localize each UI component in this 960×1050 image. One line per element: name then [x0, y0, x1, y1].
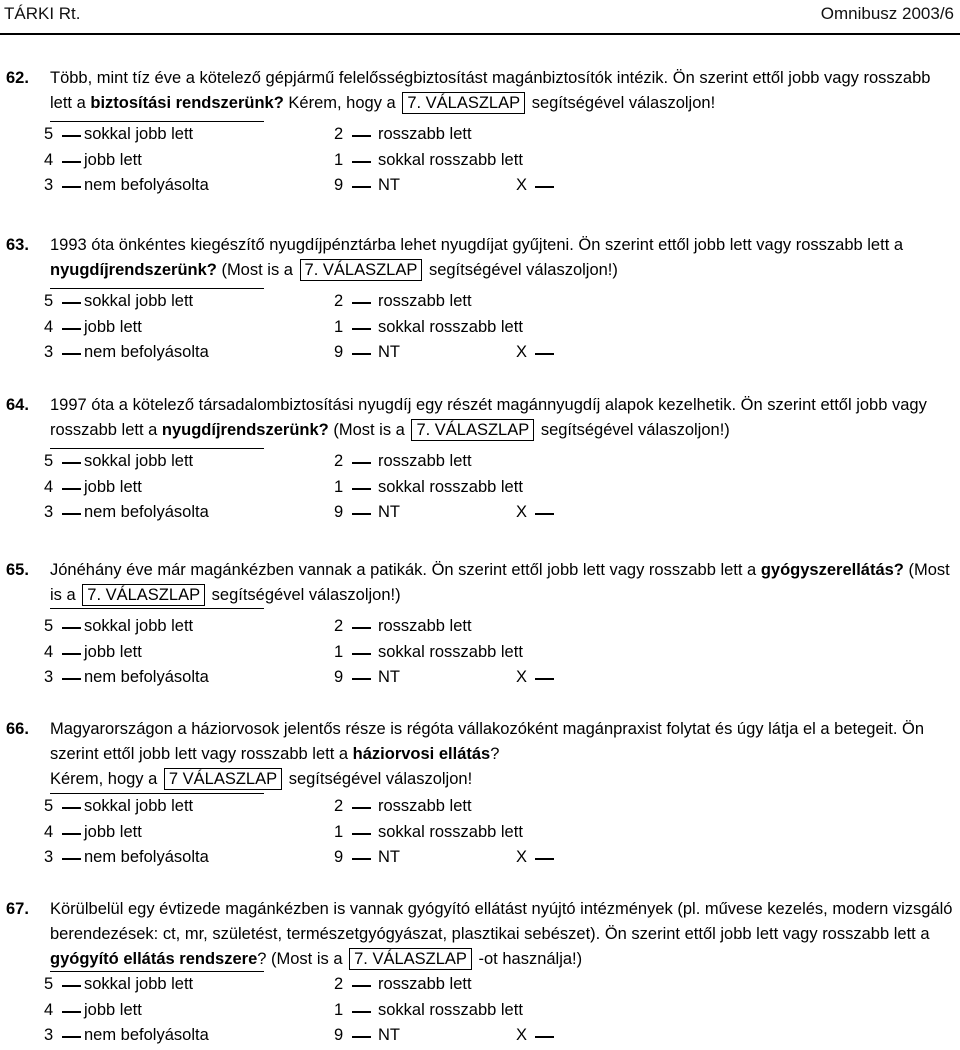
answer-label: sokkal jobb lett — [84, 292, 194, 310]
question-text-run: Több, mint tíz éve a kötelező gépjármű felelősségbiztosítást magánbiztosítók intézik. Ön szerint ettől jobb vagy rosszabb lett a — [50, 69, 931, 112]
question-underline — [50, 971, 264, 972]
answer-dash — [62, 1036, 81, 1038]
answer-dash — [535, 353, 554, 355]
answer-label: NT — [378, 1026, 400, 1044]
answer-code: 2 — [334, 797, 344, 815]
answer-code: 3 — [44, 848, 54, 866]
answer-code: 2 — [334, 617, 344, 635]
answer-label: sokkal rosszabb lett — [378, 477, 523, 496]
question-topic: biztosítási rendszerünk? — [90, 94, 284, 112]
answer-dash — [62, 186, 81, 188]
answer-dash — [535, 513, 554, 515]
answer-code: 4 — [44, 1000, 54, 1019]
answer-dash — [62, 807, 81, 809]
answer-label: sokkal rosszabb lett — [378, 317, 523, 336]
answer-code: 3 — [44, 503, 54, 521]
answer-code: 9 — [334, 503, 344, 521]
answer-code: 4 — [44, 642, 54, 661]
question-text-run: Kérem, hogy a — [50, 770, 162, 788]
question-underline — [50, 288, 264, 289]
answer-label: NT — [378, 668, 400, 686]
answer-dash — [62, 302, 81, 304]
answer-dash — [62, 653, 81, 655]
question-text-run: (Most is a — [216, 261, 298, 279]
answer-label: jobb lett — [84, 1000, 142, 1019]
answer-dash — [352, 462, 371, 464]
question-text-run: segítségével válaszoljon! — [284, 770, 473, 788]
answer-label: sokkal jobb lett — [84, 975, 194, 993]
question-underline — [50, 608, 264, 609]
answer-label: rosszabb lett — [378, 975, 472, 993]
answer-dash — [352, 302, 371, 304]
answer-code: 5 — [44, 292, 54, 310]
answer-code: 3 — [44, 343, 54, 361]
answer-dash — [62, 328, 81, 330]
question-text-run: segítségével válaszoljon!) — [536, 421, 730, 439]
answer-card-ref: 7 VÁLASZLAP — [164, 768, 282, 790]
question-underline — [50, 121, 264, 122]
question-underline — [50, 793, 264, 794]
header-survey: Omnibusz 2003/6 — [820, 4, 954, 23]
question-text — [6, 66, 955, 116]
answer-label: rosszabb lett — [378, 125, 472, 143]
question-topic: gyógyító ellátás rendszere — [50, 950, 258, 968]
answer-card-ref: 7. VÁLASZLAP — [411, 419, 534, 441]
question-underline — [50, 448, 264, 449]
answer-code: 3 — [44, 668, 54, 686]
answer-dash — [352, 161, 371, 163]
answer-label: rosszabb lett — [378, 617, 472, 635]
question-number: 63. — [6, 236, 29, 254]
question-topic: nyugdíjrendszerünk? — [50, 261, 217, 279]
answer-label: jobb lett — [84, 642, 142, 661]
answer-code: 9 — [334, 848, 344, 866]
answer-code: 1 — [334, 642, 344, 661]
answer-label: jobb lett — [84, 477, 142, 496]
answer-code: 5 — [44, 452, 54, 470]
question-text-run: (Most is a — [50, 561, 950, 604]
question-topic: háziorvosi ellátás — [352, 745, 491, 763]
answer-code: 3 — [44, 1026, 54, 1044]
answer-code: 2 — [334, 452, 344, 470]
answer-label: rosszabb lett — [378, 452, 472, 470]
answer-dash — [352, 186, 371, 188]
answer-dash — [352, 627, 371, 629]
question-text-run: Körülbelül egy évtizede magánkézben is vannak gyógyító ellátást nyújtó intézmények (pl. művese kezelés, modern vizsgáló berendezések: ct, mr, születést, természetgyógyászat, plasztikai sebészet). Ön szerint ettől jobb lett vagy rosszabb lett a — [50, 900, 953, 943]
answer-label: sokkal rosszabb lett — [378, 1000, 523, 1019]
question-text-run: Magyarországon a háziorvosok jelentős része is régóta vállakozóként magánpraxist folytat és úgy látja el a betegeit. Ön szerint ettől jobb lett vagy rosszabb lett a — [50, 720, 925, 763]
answer-code: 1 — [334, 317, 344, 336]
question-topic: nyugdíjrendszerünk? — [161, 421, 329, 439]
question-text-run: Jónéhány éve már magánkézben vannak a patikák. Ön szerint ettől jobb lett vagy rosszabb lett a — [50, 561, 761, 579]
answer-code: 2 — [334, 125, 344, 143]
answer-code: 3 — [44, 176, 54, 194]
header-org: TÁRKI Rt. — [4, 4, 81, 23]
header-divider — [0, 33, 960, 35]
answer-label: nem befolyásolta — [84, 1026, 209, 1044]
question-text-run: Kérem, hogy a — [283, 94, 401, 112]
answer-card-ref: 7. VÁLASZLAP — [300, 259, 423, 281]
question-text-run: segítségével válaszoljon!) — [207, 586, 401, 604]
answer-card-ref: 7. VÁLASZLAP — [402, 92, 525, 114]
question-text-run: ? — [490, 745, 500, 763]
answer-label: nem befolyásolta — [84, 848, 209, 866]
question-number: 62. — [6, 69, 29, 87]
answer-code: X — [516, 503, 528, 521]
question-text-run: ? (Most is a — [257, 950, 348, 968]
answer-code: X — [516, 176, 528, 194]
answer-label: rosszabb lett — [378, 292, 472, 310]
question-text-run: 1997 óta a kötelező társadalombiztosítási nyugdíj egy részét magánnyugdíj alapok kezelhetik. Ön szerint ettől jobb vagy rosszabb lett a — [50, 396, 927, 439]
answer-label: sokkal rosszabb lett — [378, 642, 523, 661]
answer-dash — [352, 1036, 371, 1038]
answer-label: nem befolyásolta — [84, 503, 209, 521]
answer-dash — [62, 678, 81, 680]
answer-label: nem befolyásolta — [84, 176, 209, 194]
answer-label: jobb lett — [84, 150, 142, 169]
answer-code: 1 — [334, 822, 344, 841]
answer-dash — [352, 807, 371, 809]
answer-dash — [62, 161, 81, 163]
answer-code: 4 — [44, 477, 54, 496]
answer-dash — [535, 1036, 554, 1038]
question-topic: gyógyszerellátás? — [760, 561, 904, 579]
answer-code: 2 — [334, 975, 344, 993]
answer-dash — [62, 858, 81, 860]
question-text — [6, 897, 955, 972]
answer-code: 5 — [44, 797, 54, 815]
answer-code: 5 — [44, 125, 54, 143]
question-text-run: segítségével válaszoljon! — [527, 94, 716, 112]
answer-dash — [352, 513, 371, 515]
answer-code: 1 — [334, 477, 344, 496]
answer-dash — [62, 985, 81, 987]
question-text-run: -ot használja!) — [473, 950, 583, 968]
answer-code: 4 — [44, 150, 54, 169]
answer-label: NT — [378, 176, 400, 194]
answer-label: jobb lett — [84, 317, 142, 336]
answer-code: X — [516, 848, 528, 866]
question-text-run: (Most is a — [328, 421, 410, 439]
question-text — [6, 558, 955, 608]
answer-code: X — [516, 343, 528, 361]
answer-code: 5 — [44, 617, 54, 635]
question-text — [6, 717, 955, 792]
answer-dash — [62, 833, 81, 835]
answer-dash — [535, 858, 554, 860]
answer-label: sokkal jobb lett — [84, 797, 194, 815]
answer-dash — [62, 627, 81, 629]
answer-code: 4 — [44, 317, 54, 336]
answer-dash — [352, 1011, 371, 1013]
answer-label: jobb lett — [84, 822, 142, 841]
answer-dash — [62, 462, 81, 464]
question-text — [6, 393, 955, 443]
answer-code: 5 — [44, 975, 54, 993]
answer-dash — [352, 353, 371, 355]
answer-code: 9 — [334, 668, 344, 686]
answer-dash — [352, 135, 371, 137]
answer-label: NT — [378, 848, 400, 866]
answer-label: sokkal rosszabb lett — [378, 150, 523, 169]
answer-label: nem befolyásolta — [84, 668, 209, 686]
answer-dash — [62, 353, 81, 355]
answer-dash — [352, 328, 371, 330]
question-number: 65. — [6, 561, 29, 579]
answer-dash — [352, 858, 371, 860]
question-text — [6, 233, 955, 283]
answer-dash — [62, 135, 81, 137]
answer-code: 9 — [334, 1026, 344, 1044]
answer-code: X — [516, 1026, 528, 1044]
answer-code: X — [516, 668, 528, 686]
answer-label: NT — [378, 503, 400, 521]
answer-dash — [352, 833, 371, 835]
answer-code: 9 — [334, 343, 344, 361]
answer-dash — [352, 488, 371, 490]
answer-label: sokkal jobb lett — [84, 125, 194, 143]
answer-code: 1 — [334, 1000, 344, 1019]
answer-code: 2 — [334, 292, 344, 310]
answer-dash — [62, 513, 81, 515]
answer-label: NT — [378, 343, 400, 361]
answer-code: 9 — [334, 176, 344, 194]
question-text-run: 1993 óta önkéntes kiegészítő nyugdíjpénztárba lehet nyugdíjat gyűjteni. Ön szerint ettől jobb lett vagy rosszabb lett a — [50, 236, 904, 254]
answer-card-ref: 7. VÁLASZLAP — [82, 584, 205, 606]
question-number: 66. — [6, 720, 29, 738]
answer-label: rosszabb lett — [378, 797, 472, 815]
answer-code: 1 — [334, 150, 344, 169]
question-text-run: segítségével válaszoljon!) — [424, 261, 618, 279]
answer-dash — [535, 186, 554, 188]
answer-dash — [352, 653, 371, 655]
answer-dash — [535, 678, 554, 680]
answer-label: sokkal rosszabb lett — [378, 822, 523, 841]
answer-dash — [62, 1011, 81, 1013]
question-number: 67. — [6, 900, 29, 918]
answer-dash — [62, 488, 81, 490]
answer-label: nem befolyásolta — [84, 343, 209, 361]
answer-dash — [352, 678, 371, 680]
question-number: 64. — [6, 396, 29, 414]
answer-card-ref: 7. VÁLASZLAP — [349, 948, 472, 970]
answer-label: sokkal jobb lett — [84, 617, 194, 635]
answer-dash — [352, 985, 371, 987]
answer-code: 4 — [44, 822, 54, 841]
answer-label: sokkal jobb lett — [84, 452, 194, 470]
